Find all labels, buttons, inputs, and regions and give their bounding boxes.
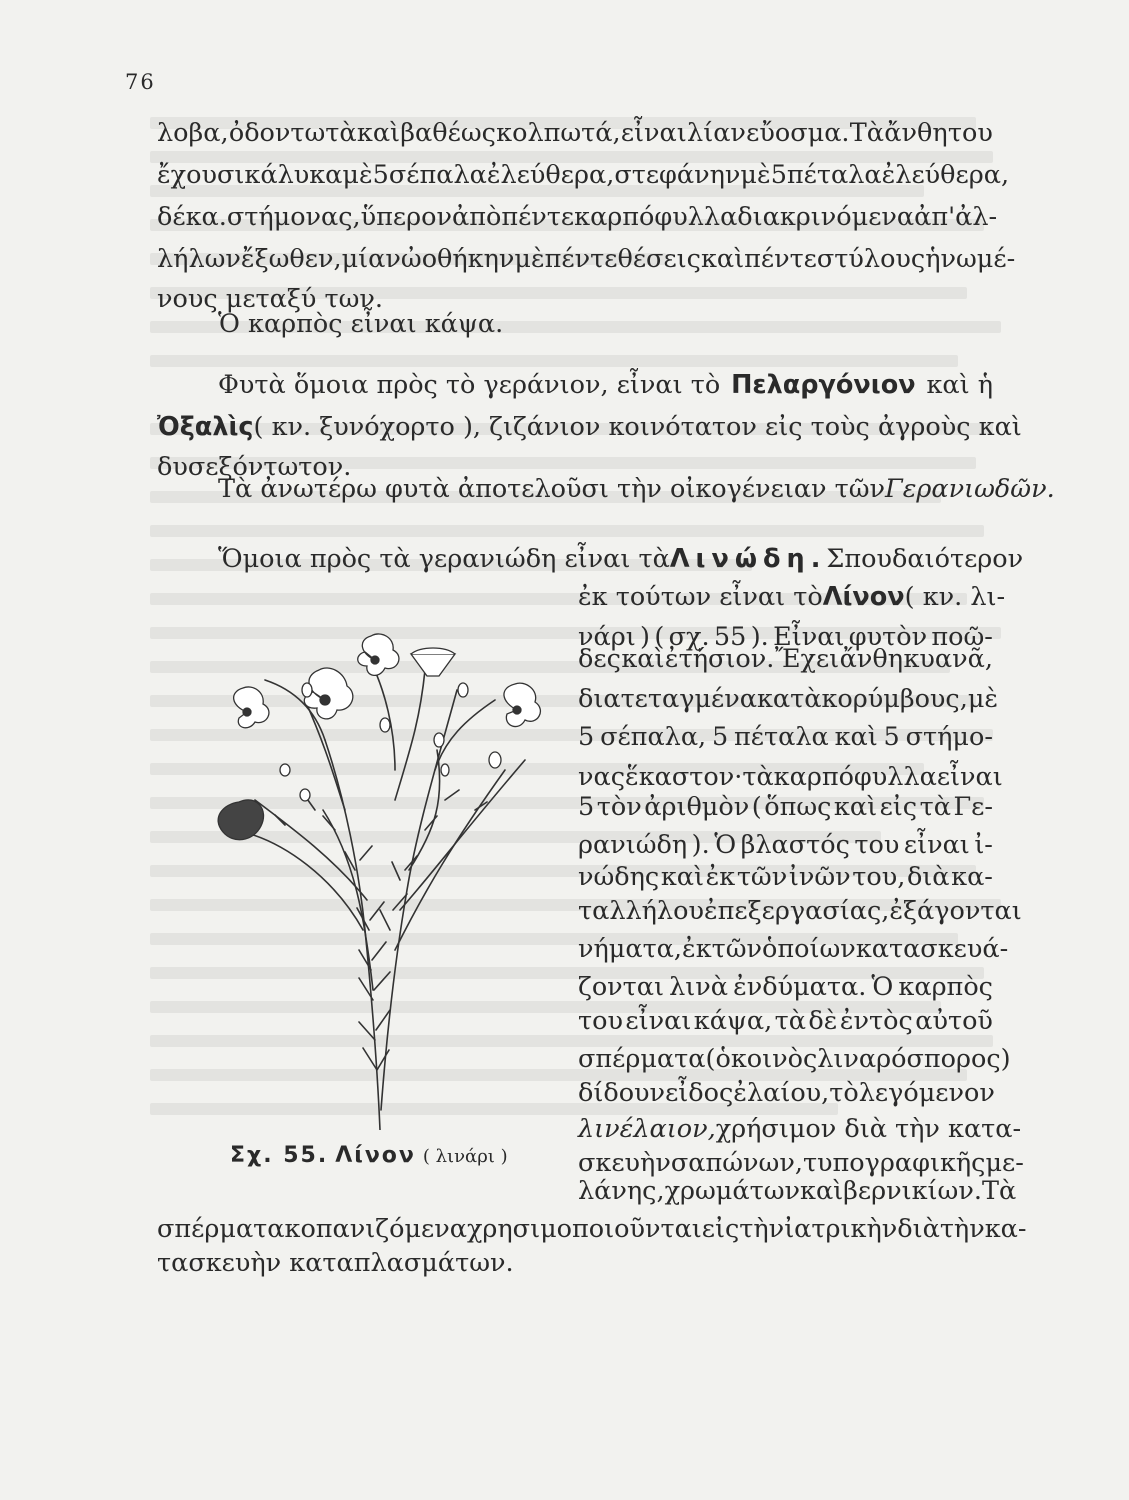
- figure-label: Σχ. 55.: [230, 1143, 329, 1168]
- word: μὲ: [514, 244, 545, 274]
- word: πέταλα: [786, 160, 882, 190]
- text-line: [578, 968, 993, 1006]
- word: σκευὴν: [578, 1148, 671, 1178]
- word: στύλους: [816, 244, 926, 274]
- word: ἐπεξεργασίας,: [703, 896, 890, 926]
- word: καρπὸς: [898, 972, 993, 1002]
- word: ἐλεύθερα,: [486, 160, 615, 190]
- word: (: [654, 622, 665, 652]
- word: τὰ: [774, 1006, 806, 1036]
- text-line: [218, 470, 1055, 508]
- text-fragment: καὶ ἡ: [926, 370, 993, 400]
- word: Γε-: [953, 792, 993, 822]
- word: ταλλήλου: [578, 896, 704, 926]
- word: 55: [713, 622, 747, 652]
- word: εὔοσμα.: [746, 118, 850, 148]
- word: νάρι: [578, 622, 636, 652]
- word: ἐκ: [682, 934, 712, 964]
- word: λοβα,: [157, 118, 229, 148]
- word: ἰνῶν: [788, 862, 851, 892]
- text-fragment: Ὅμοια πρὸς τὰ γερανιώδη εἶναι τὰ: [218, 544, 670, 574]
- word: κα-: [951, 862, 993, 892]
- word: δες: [578, 644, 621, 674]
- word: του: [947, 118, 993, 148]
- text-line: [157, 198, 998, 236]
- text-fragment: Φυτὰ ὅμοια πρὸς τὸ γεράνιον, εἶναι τὸ: [218, 370, 721, 400]
- text-line: [578, 1040, 1011, 1078]
- word: νώδης: [578, 862, 660, 892]
- text-line: [157, 1210, 1027, 1248]
- word: ἐκ: [705, 862, 736, 892]
- word: (: [751, 792, 762, 822]
- word: στήμο-: [905, 722, 993, 752]
- figure-caption: [230, 1143, 508, 1168]
- word: ζονται: [578, 972, 665, 1002]
- word: του: [854, 830, 900, 860]
- word: ὕπερον: [360, 202, 452, 232]
- term-linon: Λίνον: [822, 582, 905, 612]
- word: στεφάνην: [614, 160, 741, 190]
- word: λιναρόσπορος: [817, 1044, 1001, 1074]
- word: 5: [770, 160, 787, 190]
- word: λήλων: [157, 244, 241, 274]
- word: εἶναι: [625, 1006, 692, 1036]
- text-line: Ὁ καρπὸς εἶναι κάψα.: [218, 309, 504, 339]
- word: εἶναι: [936, 762, 1003, 792]
- word: δὲ: [808, 1006, 838, 1036]
- word: τυπογραφικῆς: [802, 1148, 986, 1178]
- text-line: [578, 858, 993, 896]
- word: ἔχουσι: [157, 160, 245, 190]
- word: τὸ: [829, 1078, 859, 1108]
- word: πέταλα: [734, 722, 829, 752]
- text-line: τασκευὴν καταπλασμάτων.: [157, 1248, 514, 1278]
- word: ἔξωθεν,: [240, 244, 342, 274]
- text-line: νους μεταξύ των.: [157, 284, 384, 314]
- word: τῶν: [736, 862, 788, 892]
- word: φυτὸν: [848, 622, 928, 652]
- term-linseed-oil: λινέλαιον,: [578, 1114, 716, 1144]
- word: καὶ: [621, 644, 665, 674]
- word: καὶ: [834, 722, 878, 752]
- text-line: [218, 540, 1024, 578]
- flax-plant-illustration: [195, 630, 555, 1130]
- word: σέπαλα,: [600, 722, 707, 752]
- word: κατὰ: [756, 684, 822, 714]
- word: καὶ: [833, 792, 878, 822]
- word: ὁποίων: [762, 934, 856, 964]
- word: Ἔχει: [774, 644, 840, 674]
- word: βερνικίων.: [843, 1176, 982, 1206]
- word: ἕκαστον·: [625, 762, 743, 792]
- word: ἀλ-: [955, 202, 998, 232]
- word: εἶναι: [903, 830, 970, 860]
- text-line: [578, 1172, 1017, 1210]
- word: Τὰ: [981, 1176, 1017, 1206]
- word: ἄνθη: [839, 644, 903, 674]
- word: του: [578, 1006, 623, 1036]
- word: 5: [711, 722, 729, 752]
- word: εἰς: [879, 792, 918, 822]
- word: καὶ: [356, 118, 401, 148]
- word: (: [705, 1044, 716, 1074]
- text-line: [578, 788, 993, 826]
- word: βαθέως: [400, 118, 496, 148]
- word: εἰς: [701, 1214, 740, 1244]
- text-fragment: χρήσιμον διὰ τὴν κατα-: [715, 1114, 1022, 1144]
- text-fragment: ἐκ τούτων εἶναι τὸ: [578, 582, 823, 612]
- word: εἶδος: [665, 1078, 734, 1108]
- word: ἀπὸ: [451, 202, 502, 232]
- word: κορύμβους,: [821, 684, 968, 714]
- word: χρησιμοποιοῦνται: [466, 1214, 702, 1244]
- text-line: [578, 1074, 993, 1112]
- word: 5: [883, 722, 900, 752]
- word: ἐξάγονται: [889, 896, 1022, 926]
- word: σέπαλα: [388, 160, 487, 190]
- word: καὶ: [660, 862, 704, 892]
- word: πέντε: [544, 244, 618, 274]
- word: ἰατρικὴν: [784, 1214, 898, 1244]
- word: βλαστός: [740, 830, 850, 860]
- word: Τὰ: [849, 118, 885, 148]
- word: τὸν: [596, 792, 642, 822]
- word: ἄνθη: [884, 118, 948, 148]
- word: μίαν: [341, 244, 401, 274]
- word: λάνης,: [578, 1176, 665, 1206]
- word: 5: [578, 792, 595, 822]
- word: ): [1000, 1044, 1011, 1074]
- word: ἐλαίου,: [733, 1078, 830, 1108]
- word: καὶ: [800, 1176, 844, 1206]
- text-line: δυσεξόντωτον.: [157, 452, 352, 482]
- word: λεγόμενον: [858, 1078, 995, 1108]
- word: πέντε: [501, 202, 575, 232]
- word: μὲ: [740, 160, 771, 190]
- term-linaceae: Λινώδη.: [669, 544, 827, 574]
- word: ὀδοντωτὰ: [228, 118, 357, 148]
- word: ὅπως: [764, 792, 832, 822]
- word: καρπόφυλλα: [574, 202, 738, 232]
- text-line: [157, 156, 1010, 194]
- word: 5: [372, 160, 389, 190]
- text-line: [157, 408, 1022, 446]
- text-line: [578, 718, 993, 756]
- text-line: [578, 680, 999, 718]
- word: σαπώνων,: [670, 1148, 803, 1178]
- term-pelargonium: Πελαργόνιον: [731, 370, 916, 400]
- text-fragment: Σπουδαιότερον: [826, 544, 1024, 574]
- text-line: [578, 930, 1009, 968]
- word: ἀπ': [914, 202, 956, 232]
- word: ).: [691, 830, 710, 860]
- word: εἶναι: [620, 118, 687, 148]
- word: σπέρματα: [578, 1044, 706, 1074]
- word: πέντε: [744, 244, 817, 274]
- word: τὴν: [739, 1214, 785, 1244]
- word: τὰ: [742, 762, 774, 792]
- word: μὲ: [342, 160, 373, 190]
- word: λίαν: [687, 118, 746, 148]
- word: ποῶ-: [931, 622, 993, 652]
- figure-name: Λίνον: [335, 1143, 416, 1168]
- word: κοπανιζόμενα: [284, 1214, 467, 1244]
- word: καὶ: [700, 244, 745, 274]
- word: διακρινόμενα: [737, 202, 915, 232]
- word: ἐτήσιον.: [664, 644, 775, 674]
- text-fragment: ( κν. ξυνόχορτο ), ζιζάνιον κοινότατον εἰς τοὺς ἀγροὺς καὶ: [253, 412, 1022, 442]
- word: κοινὸς: [730, 1044, 818, 1074]
- word: τὰ: [919, 792, 951, 822]
- word: κάψα,: [693, 1006, 773, 1036]
- word: δέκα.: [157, 202, 227, 232]
- text-line: [157, 240, 1016, 278]
- word: κατασκευά-: [855, 934, 1009, 964]
- word: Εἶναι: [773, 622, 845, 652]
- word: Ὁ: [871, 972, 894, 1002]
- text-line: [578, 1110, 1022, 1148]
- word: χρωμάτων: [664, 1176, 800, 1206]
- word: νήματα,: [578, 934, 683, 964]
- word: τὴν: [939, 1214, 985, 1244]
- figure-common-name: ( λινάρι ): [422, 1146, 508, 1167]
- word: ὠοθήκην: [400, 244, 515, 274]
- word: 5: [578, 722, 595, 752]
- word: μὲ: [967, 684, 999, 714]
- text-line: [578, 1002, 993, 1040]
- word: διὰ: [906, 862, 950, 892]
- word: κυανᾶ,: [903, 644, 993, 674]
- word: ἐλεύθερα,: [881, 160, 1010, 190]
- word: νας: [578, 762, 626, 792]
- word: λινὰ: [669, 972, 728, 1002]
- word: ἐντὸς: [839, 1006, 913, 1036]
- word: ρανιώδη: [578, 830, 688, 860]
- text-line: [157, 114, 993, 152]
- word: με-: [985, 1148, 1024, 1178]
- term-oxalis: Ὀξαλὶς: [157, 412, 254, 442]
- word: τῶν: [711, 934, 763, 964]
- word: ὁ: [715, 1044, 731, 1074]
- word: κολπωτά,: [496, 118, 621, 148]
- text-line: [578, 578, 1006, 616]
- word: στήμονας,: [226, 202, 361, 232]
- word: διὰ: [897, 1214, 940, 1244]
- text-fragment: Τὰ ἀνωτέρω φυτὰ ἀποτελοῦσι τὴν οἰκογένειαν τῶν: [218, 474, 886, 504]
- word: ἰ-: [974, 830, 993, 860]
- word: κα-: [984, 1214, 1027, 1244]
- text-line: [578, 640, 993, 678]
- word: του,: [852, 862, 906, 892]
- word: κάλυκα: [244, 160, 343, 190]
- word: ἀριθμὸν: [644, 792, 750, 822]
- word: διατεταγμένα: [578, 684, 757, 714]
- word: καρπόφυλλα: [773, 762, 937, 792]
- word: σπέρματα: [157, 1214, 285, 1244]
- word: σχ.: [668, 622, 710, 652]
- word: Ὁ: [714, 830, 737, 860]
- word: ).: [750, 622, 769, 652]
- page-number: 76: [125, 70, 156, 94]
- term-geraniaceae: Γερανιωδῶν.: [885, 474, 1055, 504]
- text-line: [578, 892, 1022, 930]
- word: θέσεις: [617, 244, 701, 274]
- word: ): [640, 622, 650, 652]
- word: δίδουν: [578, 1078, 666, 1108]
- text-fragment: ( κν. λι-: [904, 582, 1006, 612]
- text-line: [218, 366, 993, 404]
- word: ἡνωμέ-: [925, 244, 1016, 274]
- word: ἐνδύματα.: [733, 972, 867, 1002]
- word: αὐτοῦ: [915, 1006, 993, 1036]
